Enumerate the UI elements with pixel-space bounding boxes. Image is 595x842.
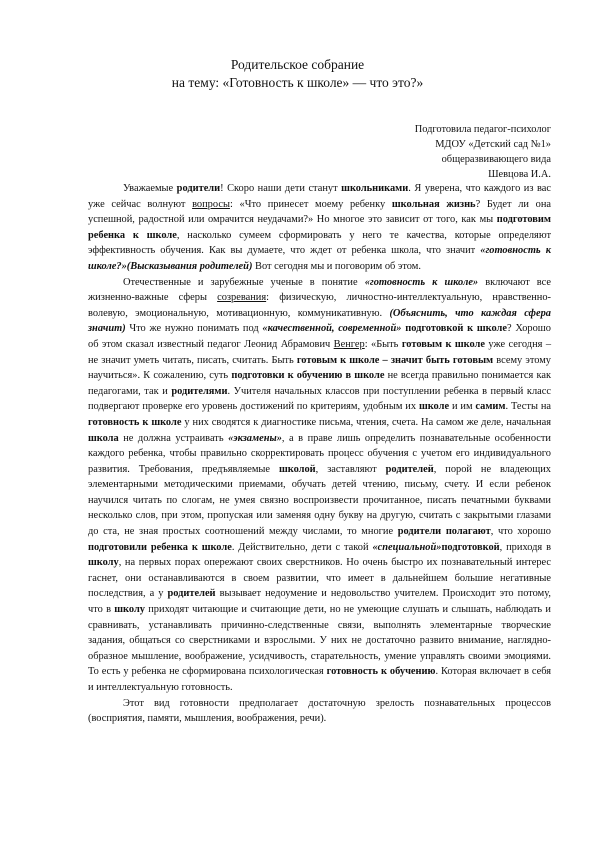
underlined-text: вопросы [192, 198, 230, 210]
bold-text: полагают [445, 526, 491, 538]
text-run: включают все жизненно-важные сферы [88, 276, 552, 304]
bold-text: школьная жизнь [391, 198, 476, 210]
bold-text: готовым к школе [401, 338, 485, 350]
text-run: вызывает недоумение и недовольство учителем. Происходит это потому, что в [88, 588, 552, 616]
document-title [0, 56, 595, 92]
text-run: уже сегодня – не значит уметь читать, писать, считать. Быть [88, 338, 552, 366]
bold-text: самим [475, 401, 506, 413]
bold-text: подготовки к обучению в школе [231, 370, 385, 382]
paragraph-2 [88, 275, 551, 696]
text-run: , порой не владеющих элементарными методическими приемами, обучать детей чтению, письму, счету. И если ребенок научился читать по слогам, не умея связно воспроизвести прочитанное, писать печатными буквами несколько слов, при этом, пропуская или заменяя одну букву на другую, считать с закрытыми глазами до ста, не зная простых соотношений между числами, то многие [88, 463, 551, 538]
text-run: ? Хорошо об этом сказал известный педагог Леонид Абрамович [88, 323, 551, 350]
bold-italic-text: «готовность к школе?» [88, 245, 551, 272]
text-run: у них сводятся к диагностике письма, чтения, счета. На самом же деле, начальная [181, 416, 551, 428]
title-line-1: Родительское собрание [230, 57, 365, 72]
bold-text: подготовкой [441, 541, 500, 553]
paragraph-3 [88, 696, 551, 727]
text-run: , на первых порах опережают своих сверстников. Но очень быстро их познавательный интерес гаснет, они останавливаются в своем развитии, что имеет в дальнейшем большие негативные последствия, а у [88, 557, 551, 600]
bold-text: родителей [167, 588, 216, 600]
bold-text: подготовкой к школе [405, 323, 507, 335]
bold-text: родители [176, 183, 221, 194]
title-line-2: на тему: «Готовность к школе» — что это?» [171, 75, 424, 90]
author-line-4: Шевцова И.А. [488, 169, 551, 180]
bold-text: школе [418, 401, 450, 413]
bold-text: подготовим ребенка к школе [88, 214, 551, 241]
bold-italic-text: «качественной, современной» [262, 323, 402, 335]
text-run: Вот сегодня мы и поговорим об этом. [252, 260, 421, 272]
author-block [415, 122, 551, 182]
text-run: . Я уверена, что каждого из вас уже сейчас волнуют [88, 183, 551, 210]
text-run: не всегда правильно понимается как педагогами, так и [88, 370, 551, 397]
bold-text: школа [88, 432, 119, 444]
bold-text: подготовили ребенка к школе [88, 541, 232, 553]
text-run: , приходя в [499, 541, 551, 553]
text-run: . Действительно, дети с такой [231, 541, 373, 553]
bold-text: готовность к обучению [326, 666, 436, 678]
text-run: Уважаемые [123, 183, 177, 194]
text-run: Отечественные и зарубежные ученые в понятие [123, 276, 365, 288]
text-run: , заставляют [315, 463, 386, 475]
text-run: : «Что принесет моему ребенку [229, 198, 392, 210]
text-run: , а в праве лишь определить познавательные особенности каждого ребенка, чтобы правильно скорректировать процесс обучения с учетом его индивидуального развития. Требования, предъявляемые [88, 432, 551, 475]
author-line-1: Подготовила педагог-психолог [414, 124, 551, 135]
bold-text: школьниками [341, 183, 409, 194]
bold-text: родителями [171, 385, 228, 397]
text-run: , что хорошо [490, 526, 551, 538]
text-run: приходят читающие и считающие дети, но не умеющие слушать и слышать, наблюдать и сравнивать, устанавливать причинно-следственные связи, выполнять элементарные творческие задания, общаться со сверстниками и взрослыми. У них не достаточно развито внимание, наглядно-образное мышление, воображение, усидчивость, старательность, умение управлять своими эмоциями. То есть у ребенка не сформирована психологическая [88, 604, 551, 678]
text-run: ! Скоро наши дети станут [220, 183, 342, 194]
text-run: Этот вид готовности предполагает достаточную зрелость познавательных процессов (восприятия, памяти, мышления, воображения, речи). [88, 697, 551, 725]
author-line-3: общеразвивающего вида [441, 154, 551, 165]
text-run: . Тесты на [505, 401, 551, 413]
text-run: Что же нужно понимать под [125, 323, 263, 335]
text-run: , насколько сумеем сформировать у него те качества, которые определяют эффективность обучения. Как вы думаете, что ждет от ребенка школа, что значит [88, 229, 551, 257]
underlined-text: созревания [217, 292, 267, 304]
bold-italic-text: (Объяснить, что каждая сфера значит) [88, 307, 551, 335]
text-run: . Которая включает в себя и интеллектуальную готовность. [88, 666, 552, 693]
document-body [88, 181, 551, 727]
bold-text: готовность к школе [88, 416, 182, 428]
bold-text: школой [278, 463, 316, 475]
bold-italic-text: «готовность к школе» [364, 276, 479, 288]
bold-text: школу [114, 604, 145, 616]
text-run: . Учителя начальных классов при поступлении ребенка в первый класс подвергают проверке его уровень достижений по критериям, удобным их [88, 385, 551, 413]
author-line-2: МДОУ «Детский сад №1» [435, 139, 551, 150]
text-run: не должна устраивать [118, 432, 229, 444]
bold-italic-text: (Высказывания родителей) [126, 260, 253, 272]
bold-text: готовым к школе – значит быть готовым [296, 354, 494, 366]
bold-italic-text: «экзамены» [228, 432, 282, 444]
paragraph-1 [88, 181, 551, 275]
underlined-text: Венгер [333, 338, 365, 350]
text-run: : «Быть [364, 338, 402, 350]
text-run: всему этому научиться». К сожалению, суть [88, 354, 551, 382]
bold-text: школу [88, 557, 119, 569]
bold-text: родители [397, 526, 442, 538]
text-run: ? Будет ли она успешной, радостной или омрачится неудачами?» Но многое это зависит от того, как мы [88, 198, 551, 226]
text-run: и им [449, 401, 476, 413]
bold-text: родителей [385, 463, 434, 475]
text-run: : физическую, личностно-интеллектуальную, нравственно-волевую, эмоциональную, мотивационную, коммуникативную. [88, 292, 551, 319]
bold-italic-text: «специальной» [372, 541, 442, 553]
